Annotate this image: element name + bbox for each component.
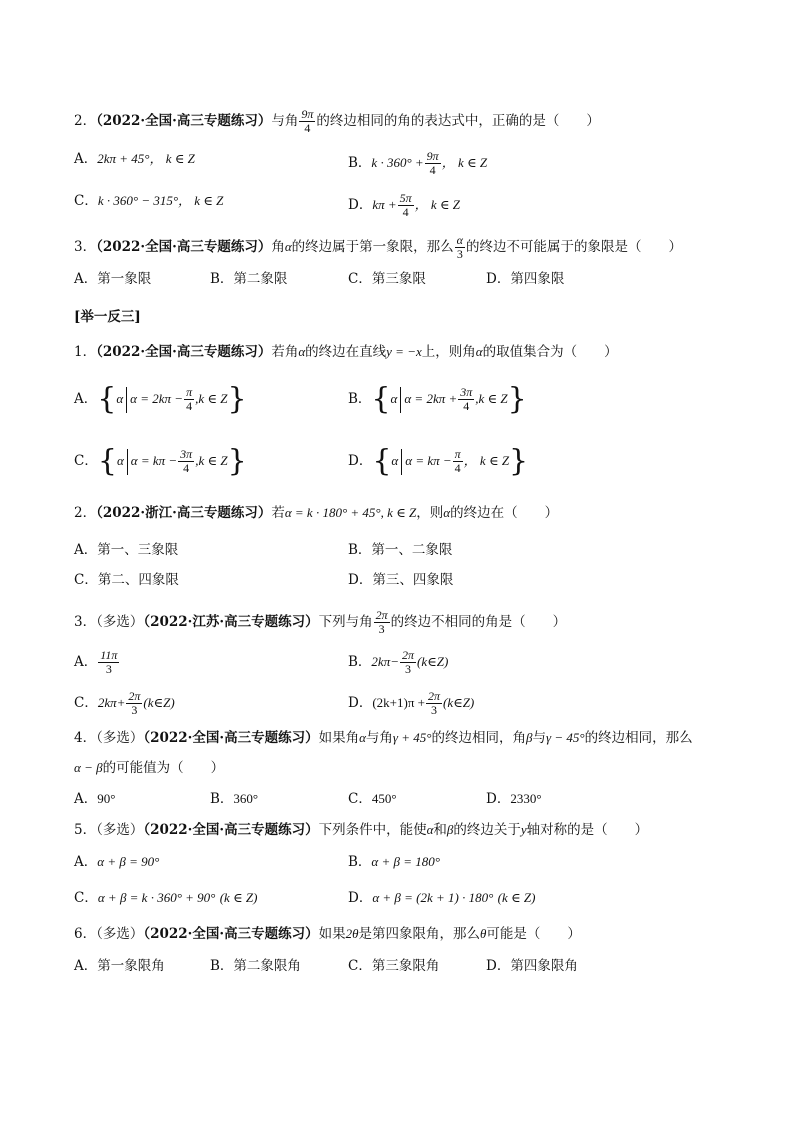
option-c[interactable] xyxy=(74,889,257,907)
option-expression: (k∈Z) xyxy=(143,695,175,710)
fraction-denominator: 3 xyxy=(105,662,112,676)
stem-text: 可能是（ ） xyxy=(486,926,581,942)
fraction-numerator: 2π xyxy=(401,648,414,662)
fraction-denominator: 4 xyxy=(463,399,470,413)
math-symbol: α xyxy=(284,239,292,254)
option-expression: α = 2kπ + xyxy=(404,391,458,406)
fraction-denominator: 3 xyxy=(456,247,463,261)
multi-select-tag: （多选） xyxy=(96,730,144,746)
option-d[interactable] xyxy=(348,690,474,717)
practice-2-stem xyxy=(74,504,558,522)
option-expression: (k∈Z) xyxy=(417,654,449,669)
stem-text: 与角 xyxy=(271,113,299,129)
right-brace: } xyxy=(227,443,247,479)
question-number: 2． xyxy=(74,505,97,521)
fraction-numerator: π xyxy=(454,447,461,461)
option-d[interactable] xyxy=(348,443,529,479)
left-brace: { xyxy=(97,443,117,479)
question-2-stem xyxy=(74,108,600,135)
option-value: 450° xyxy=(371,791,397,806)
fraction xyxy=(98,649,119,676)
option-value: 360° xyxy=(233,791,259,806)
option-label: B． xyxy=(348,854,372,870)
math-expression: γ − 45° xyxy=(545,730,585,745)
fraction-denominator: 3 xyxy=(430,703,437,717)
option-label: C． xyxy=(348,791,372,807)
fraction xyxy=(178,448,194,475)
math-symbol: α xyxy=(390,391,398,406)
option-label: A． xyxy=(74,791,98,807)
option-c[interactable]: C．第三象限角 xyxy=(348,958,440,974)
fraction-denominator: 4 xyxy=(186,399,193,413)
question-source: （2022·江苏·高三专题练习） xyxy=(143,614,319,630)
option-label: B． xyxy=(348,155,372,171)
option-b[interactable] xyxy=(348,853,440,871)
fraction xyxy=(453,448,463,475)
stem-text: 如果角 xyxy=(318,730,360,746)
fraction-denominator: 3 xyxy=(378,622,385,636)
fraction-numerator: 9π xyxy=(426,149,439,163)
fraction-denominator: 4 xyxy=(304,121,311,135)
option-a[interactable]: A．第一象限角 xyxy=(74,958,165,974)
option-b[interactable] xyxy=(210,790,258,808)
option-d[interactable]: D．第四象限 xyxy=(486,271,565,287)
option-label: B． xyxy=(210,791,234,807)
fraction-numerator: 3π xyxy=(460,385,473,399)
stem-text: 的可能值为（ ） xyxy=(102,760,225,776)
fraction-numerator: 9π xyxy=(301,107,314,121)
question-source: （2022·全国·高三专题练习） xyxy=(143,730,319,746)
option-a[interactable] xyxy=(74,381,247,417)
option-expression: (k ∈ Z) xyxy=(219,890,258,905)
question-number: 5． xyxy=(74,822,97,838)
option-expression: 2kπ− xyxy=(371,654,399,669)
option-expression: (k∈Z) xyxy=(442,695,475,710)
math-symbol: β xyxy=(526,730,533,745)
option-label: D． xyxy=(348,890,373,906)
stem-text: 与 xyxy=(532,730,546,746)
option-label: D． xyxy=(348,695,373,711)
fraction-denominator: 4 xyxy=(402,205,409,219)
multi-select-tag: （多选） xyxy=(96,822,144,838)
question-number: 4． xyxy=(74,730,97,746)
option-a[interactable] xyxy=(74,150,195,168)
option-b[interactable] xyxy=(348,150,487,177)
fraction-numerator: π xyxy=(186,385,193,399)
option-expression: 2kπ + 45°， k ∈ Z xyxy=(97,151,195,166)
fraction xyxy=(374,609,390,636)
option-c[interactable]: C．第二、四象限 xyxy=(74,572,179,588)
stem-text: 的终边不相同的角是（ ） xyxy=(390,614,567,630)
option-label: A． xyxy=(74,151,98,167)
stem-text: 上，则角 xyxy=(421,344,476,360)
option-c[interactable] xyxy=(74,192,223,210)
question-source: （2022·全国·高三专题练习） xyxy=(143,926,319,942)
question-source: （2022·全国·高三专题练习） xyxy=(96,239,272,255)
math-symbol: α xyxy=(426,822,434,837)
math-symbol: α xyxy=(298,344,306,359)
math-symbol: α xyxy=(443,505,451,520)
stem-text: 如果 xyxy=(318,926,346,942)
question-3-stem xyxy=(74,234,682,261)
fraction-numerator: 5π xyxy=(399,191,412,205)
option-c[interactable] xyxy=(74,443,247,479)
option-expression: ,k ∈ Z xyxy=(475,391,508,406)
practice-4-stem xyxy=(74,729,693,747)
option-label: D． xyxy=(348,453,373,469)
option-d[interactable] xyxy=(348,192,460,219)
option-expression: α = 2kπ − xyxy=(130,391,184,406)
option-c[interactable] xyxy=(348,790,397,808)
practice-6-stem xyxy=(74,925,581,943)
stem-text: 下列条件中，能使 xyxy=(318,822,427,838)
fraction-denominator: 4 xyxy=(429,163,436,177)
option-d[interactable]: D．第三、四象限 xyxy=(348,572,454,588)
math-symbol: α xyxy=(116,453,124,468)
option-a[interactable] xyxy=(74,790,115,808)
option-a[interactable]: A．第一象限 xyxy=(74,271,152,287)
option-expression: α = kπ − xyxy=(405,453,452,468)
option-expression: ,k ∈ Z xyxy=(195,453,228,468)
math-symbol: β xyxy=(446,822,454,837)
math-symbol: θ xyxy=(479,926,487,941)
stem-text: 的终边在直线 xyxy=(305,344,387,360)
option-label: D． xyxy=(486,791,511,807)
fraction-denominator: 4 xyxy=(454,461,461,475)
option-d[interactable] xyxy=(348,889,535,907)
option-label: A． xyxy=(74,391,98,407)
math-symbol: α xyxy=(359,730,366,745)
fraction xyxy=(184,386,194,413)
fraction xyxy=(455,234,465,261)
math-expression: α = k · 180° + 45°, k ∈ Z xyxy=(284,505,417,520)
fraction-numerator: α xyxy=(456,233,463,247)
option-d[interactable] xyxy=(486,790,542,808)
fraction xyxy=(458,386,474,413)
fraction-numerator: 2π xyxy=(375,608,388,622)
question-number: 3． xyxy=(74,614,97,630)
set-bar xyxy=(400,387,401,413)
math-expression: y = −x xyxy=(386,344,422,359)
fraction-denominator: 3 xyxy=(404,662,411,676)
option-a[interactable] xyxy=(74,649,120,676)
stem-text: 和 xyxy=(433,822,447,838)
option-expression: ， k ∈ Z xyxy=(414,197,461,212)
option-expression: k · 360° − 315°， k ∈ Z xyxy=(97,193,224,208)
option-expression: 2kπ+ xyxy=(97,695,126,710)
fraction-numerator: 2π xyxy=(128,689,141,703)
left-brace: { xyxy=(371,381,391,417)
option-b[interactable]: B．第二象限角 xyxy=(210,958,301,974)
option-label: C． xyxy=(74,193,98,209)
stem-text: ，则 xyxy=(416,505,444,521)
stem-text: 是第四象限角，那么 xyxy=(358,926,480,942)
stem-text: 的终边属于第一象限，那么 xyxy=(291,239,454,255)
stem-text: 若角 xyxy=(271,344,299,360)
option-expression: α + β = 90° xyxy=(97,854,160,869)
math-symbol: α xyxy=(475,344,483,359)
practice-4-stem-line2 xyxy=(74,759,224,777)
fraction xyxy=(400,649,416,676)
stem-text: 的终边相同，角 xyxy=(431,730,526,746)
practice-5-stem xyxy=(74,821,648,839)
fraction xyxy=(426,690,442,717)
stem-text: 的终边关于 xyxy=(453,822,521,838)
practice-3-stem xyxy=(74,609,566,636)
option-expression: ， k ∈ Z xyxy=(441,155,488,170)
stem-text: 的取值集合为（ ） xyxy=(482,344,618,360)
option-d[interactable]: D．第四象限角 xyxy=(486,958,578,974)
option-label: D． xyxy=(348,197,373,213)
option-b[interactable]: B．第一、二象限 xyxy=(348,542,453,558)
option-expression: α = kπ − xyxy=(130,453,178,468)
option-value: 2330° xyxy=(510,791,542,806)
set-bar xyxy=(127,449,128,475)
option-a[interactable]: A．第一、三象限 xyxy=(74,542,179,558)
option-label: C． xyxy=(74,695,98,711)
stem-text: 角 xyxy=(271,239,285,255)
option-a[interactable] xyxy=(74,853,159,871)
option-expression: (k ∈ Z) xyxy=(497,890,536,905)
question-number: 3． xyxy=(74,239,97,255)
stem-text: 若 xyxy=(271,505,285,521)
fraction-numerator: 2π xyxy=(427,689,440,703)
fraction-denominator: 4 xyxy=(183,461,190,475)
fraction-numerator: 3π xyxy=(180,447,193,461)
option-label: A． xyxy=(74,654,98,670)
stem-text: 的终边相同的角的表达式中，正确的是（ ） xyxy=(316,113,600,129)
left-brace: { xyxy=(372,443,392,479)
question-source: （2022·全国·高三专题练习） xyxy=(96,344,272,360)
option-label: C． xyxy=(74,453,98,469)
stem-text: 的终边在（ ） xyxy=(450,505,559,521)
option-c[interactable] xyxy=(74,690,175,717)
math-symbol: α xyxy=(391,453,399,468)
fraction-denominator: 3 xyxy=(131,703,138,717)
fraction xyxy=(398,192,414,219)
option-b[interactable]: B．第二象限 xyxy=(210,271,288,287)
right-brace: } xyxy=(509,443,529,479)
question-number: 6． xyxy=(74,926,97,942)
math-expression: α − β xyxy=(74,760,103,775)
option-expression: kπ + xyxy=(372,197,397,212)
fraction-numerator: 11π xyxy=(100,648,118,662)
option-label: A． xyxy=(74,854,98,870)
stem-text: 的终边不可能属于的象限是（ ） xyxy=(465,239,682,255)
option-b[interactable] xyxy=(348,649,448,676)
section-heading: [举一反三] xyxy=(74,309,141,325)
practice-1-stem xyxy=(74,343,618,361)
option-expression: α + β = k · 360° + 90° xyxy=(97,890,216,905)
question-source: （2022·浙江·高三专题练习） xyxy=(96,505,272,521)
right-brace: } xyxy=(227,381,247,417)
option-expression: ， k ∈ Z xyxy=(463,453,510,468)
option-expression: α + β = 180° xyxy=(371,854,440,869)
math-expression: γ + 45° xyxy=(392,730,432,745)
option-expression: ,k ∈ Z xyxy=(195,391,228,406)
option-expression: α + β = (2k + 1) · 180° xyxy=(372,890,494,905)
math-expression: 2θ xyxy=(345,926,359,941)
option-label: B． xyxy=(348,654,372,670)
math-symbol: α xyxy=(116,391,124,406)
question-number: 2． xyxy=(74,113,97,129)
stem-text: 与角 xyxy=(365,730,393,746)
set-bar xyxy=(126,387,127,413)
multi-select-tag: （多选） xyxy=(96,926,144,942)
option-label: C． xyxy=(74,890,98,906)
fraction xyxy=(425,150,441,177)
option-expression: k · 360° + xyxy=(371,155,424,170)
option-expression: (2k+1)π + xyxy=(372,695,425,710)
option-label: B． xyxy=(348,391,372,407)
set-bar xyxy=(401,449,402,475)
math-symbol: y xyxy=(520,822,527,837)
option-b[interactable] xyxy=(348,381,527,417)
left-brace: { xyxy=(97,381,117,417)
option-value: 90° xyxy=(97,791,116,806)
question-number: 1． xyxy=(74,344,97,360)
stem-text: 轴对称的是（ ） xyxy=(526,822,649,838)
option-c[interactable]: C．第三象限 xyxy=(348,271,426,287)
question-source: （2022·全国·高三专题练习） xyxy=(96,113,272,129)
question-source: （2022·全国·高三专题练习） xyxy=(143,822,319,838)
fraction xyxy=(299,108,315,135)
right-brace: } xyxy=(507,381,527,417)
stem-text: 的终边相同，那么 xyxy=(584,730,693,746)
multi-select-tag: （多选） xyxy=(96,614,144,630)
stem-text: 下列与角 xyxy=(318,614,373,630)
fraction xyxy=(126,690,142,717)
